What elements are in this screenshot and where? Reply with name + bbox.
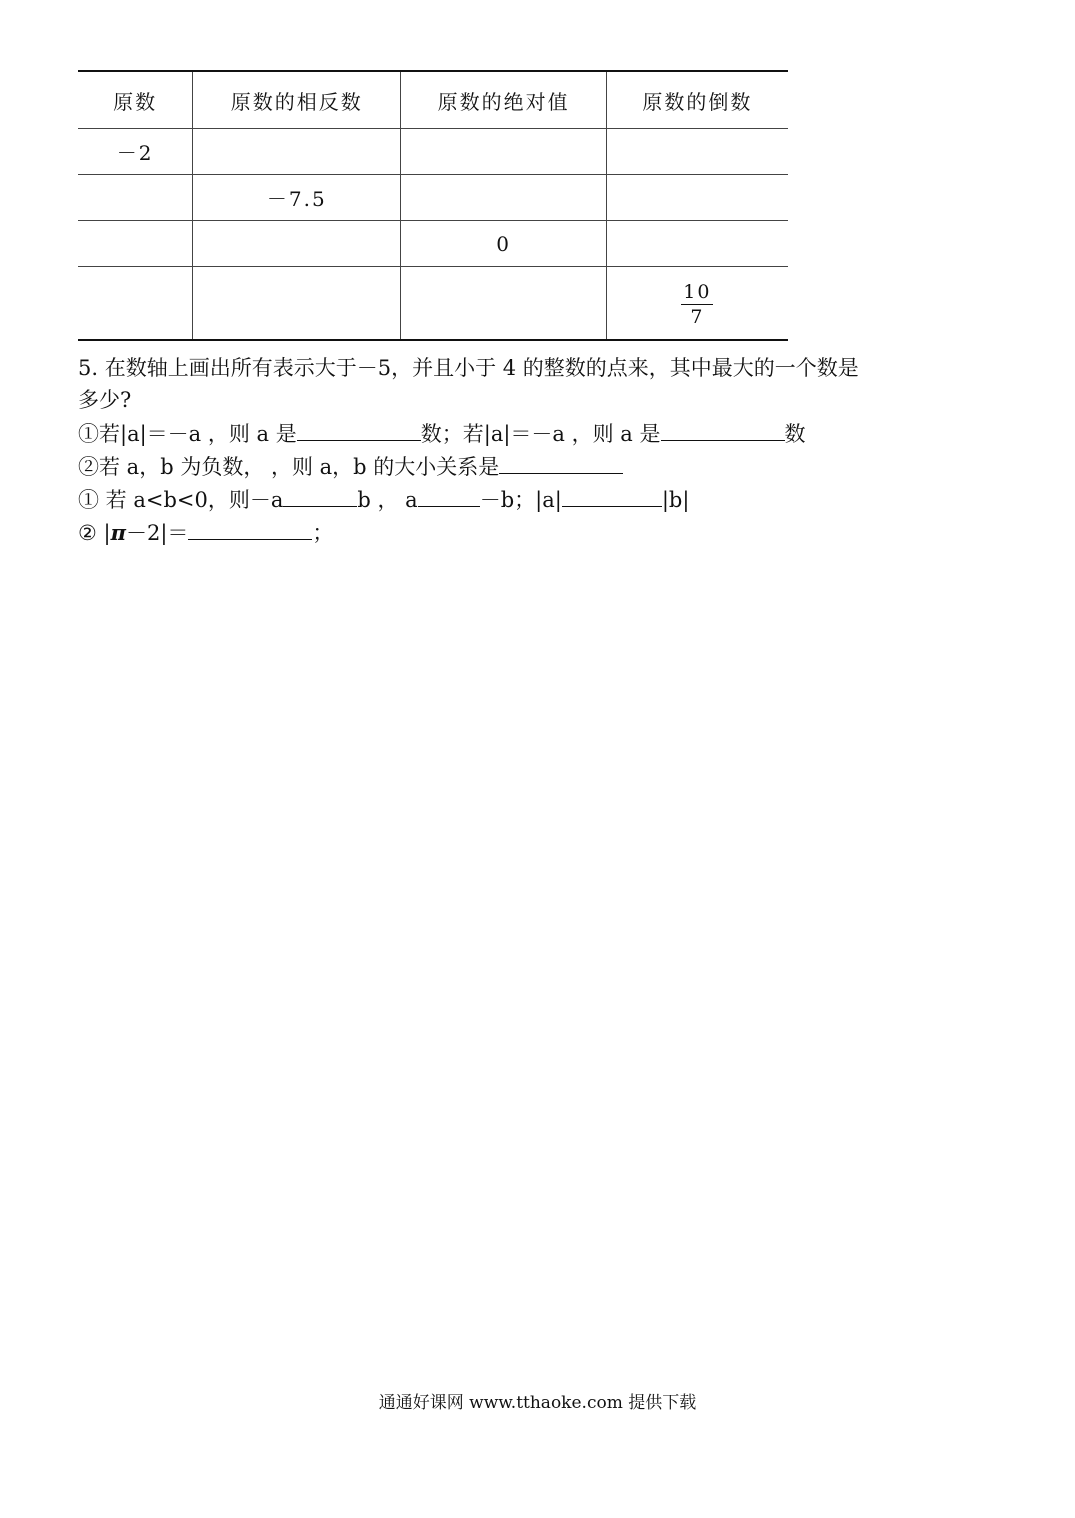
item-pi-abs-text-3: ； — [312, 521, 334, 545]
cell-original — [78, 175, 193, 221]
table-row — [78, 221, 788, 267]
cell-absolute — [401, 175, 606, 221]
page-footer: 通通好课网 www.tthaoke.com 提供下载 — [378, 1393, 697, 1413]
reciprocal-fraction — [681, 283, 713, 327]
cell-reciprocal — [606, 129, 788, 175]
cell-reciprocal — [606, 267, 788, 341]
item-abs-sign-text-3: 数 — [784, 422, 806, 446]
item-inequality-text-3: －b；|a| — [479, 488, 562, 512]
table-row — [78, 267, 788, 341]
answer-blank[interactable] — [297, 420, 421, 441]
cell-opposite: －7.5 — [193, 175, 401, 221]
cell-opposite — [193, 221, 401, 267]
answer-blank[interactable] — [499, 453, 623, 474]
cell-reciprocal — [606, 221, 788, 267]
header-reciprocal: 原数的倒数 — [606, 71, 788, 129]
item-inequality-text-1: ① 若 a<b<0，则－a — [78, 488, 284, 512]
answer-blank[interactable] — [188, 519, 312, 540]
cell-original — [78, 221, 193, 267]
question-5-line-2: 多少? — [78, 388, 132, 412]
cell-absolute — [401, 129, 606, 175]
item-pi-abs — [78, 518, 333, 548]
item-negative-compare — [78, 452, 623, 482]
item-abs-sign — [78, 419, 806, 449]
item-pi-abs-text-1: ② | — [78, 521, 111, 545]
answer-blank[interactable] — [562, 486, 662, 507]
cell-absolute — [401, 267, 606, 341]
number-table — [78, 70, 788, 341]
item-abs-sign-text-1: ①若|a|＝－a ，则 a 是 — [78, 422, 297, 446]
answer-blank[interactable] — [283, 486, 357, 507]
answer-blank[interactable] — [661, 420, 785, 441]
cell-opposite — [193, 267, 401, 341]
item-abs-sign-text-2: 数；若|a|＝－a ，则 a 是 — [420, 422, 661, 446]
item-inequality — [78, 485, 689, 515]
cell-reciprocal — [606, 175, 788, 221]
header-absolute: 原数的绝对值 — [401, 71, 606, 129]
cell-opposite — [193, 129, 401, 175]
item-inequality-text-2: b ， a — [357, 488, 418, 512]
item-negative-compare-text: ②若 a，b 为负数， ，则 a，b 的大小关系是 — [78, 455, 500, 479]
item-inequality-text-4: |b| — [661, 488, 690, 512]
table-row — [78, 175, 788, 221]
fraction-denominator: 7 — [690, 306, 705, 328]
question-5-line-1: 5. 在数轴上画出所有表示大于－5，并且小于 4 的整数的点来，其中最大的一个数是 — [78, 356, 859, 380]
cell-original: －2 — [78, 129, 193, 175]
cell-original — [78, 267, 193, 341]
header-opposite: 原数的相反数 — [193, 71, 401, 129]
item-pi-abs-text-2: －2|＝ — [125, 521, 189, 545]
cell-absolute: 0 — [401, 221, 606, 267]
fraction-numerator: 10 — [683, 281, 712, 303]
header-original: 原数 — [78, 71, 193, 129]
table-row — [78, 129, 788, 175]
table-header-row — [78, 71, 788, 129]
answer-blank[interactable] — [418, 486, 480, 507]
pi-symbol: π — [110, 520, 126, 545]
